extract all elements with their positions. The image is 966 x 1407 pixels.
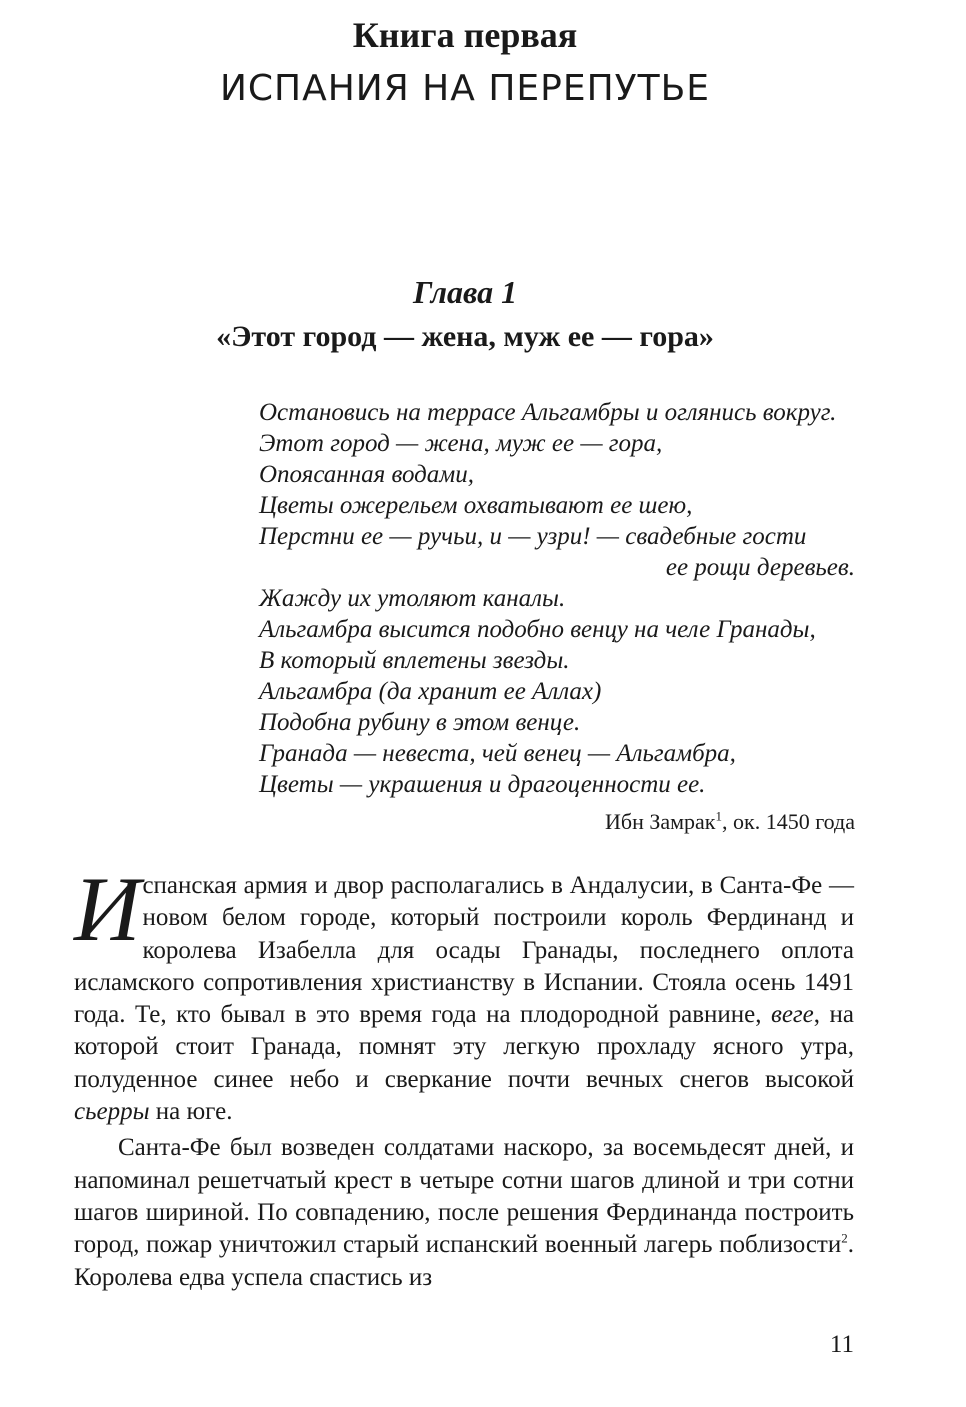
- epigraph-line: Опоясанная водами,: [259, 461, 475, 488]
- paragraph-text: спанская армия и двор располагались в Андалусии, в Санта-Фе — новом белом городе, который построили король Фердинанд и королева Изабелла для осады Гранады, последнего оплота исламского сопротивления христианству в Испании. Стояла осень 1491 года. Те, кто бывал в это время года на плодородной равнине,: [74, 872, 854, 1029]
- epigraph-line: Перстни ее — ручьи, и — узри! — свадебные гости: [259, 523, 807, 550]
- emphasis-term: веге: [770, 1001, 814, 1029]
- paragraph: [74, 1132, 854, 1293]
- epigraph-line: Гранада — невеста, чей венец — Альгамбра,: [259, 740, 736, 767]
- emphasis-term: сьерры: [74, 1098, 150, 1126]
- epigraph-line: Подобна рубину в этом венце.: [259, 709, 581, 736]
- paragraph-text: Санта-Фе был возведен солдатами наскоро, за восемьдесят дней, и напоминал решетчатый крест в четыре сотни шагов длиной и три сотни шагов шириной. По совпадению, после решения Фердинанда построить город, пожар уничтожил старый испанский военный лагерь поблизости: [74, 1134, 854, 1259]
- epigraph-line: Альгамбра (да хранит ее Аллах): [259, 678, 602, 705]
- epigraph-line: Этот город — жена, муж ее — гора,: [259, 430, 663, 457]
- epigraph-line: Цветы ожерельем охватывают ее шею,: [259, 492, 693, 519]
- footnote-ref[interactable]: 2: [841, 1230, 848, 1246]
- paragraph-text: на юге.: [149, 1098, 233, 1126]
- attribution-date: , ок. 1450 года: [722, 809, 855, 834]
- attribution-author: Ибн Замрак: [604, 809, 716, 834]
- epigraph-line: Альгамбра высится подобно венцу на челе Гранады,: [259, 616, 816, 643]
- paragraph-text: . Королева едва успела спастись из: [74, 1231, 854, 1291]
- epigraph-line: Остановись на террасе Альгамбры и оглянись вокруг.: [259, 399, 837, 426]
- epigraph-line: Цветы — украшения и драгоценности ее.: [259, 771, 706, 798]
- chapter-title: «Этот город — жена, муж ее — гора»: [216, 320, 714, 353]
- epigraph-line: В который вплетены звезды.: [259, 647, 570, 674]
- body-text: [74, 858, 854, 1294]
- epigraph-attribution: [259, 808, 855, 836]
- footnote-ref[interactable]: 1: [715, 808, 722, 824]
- paragraph-text: , на которой стоит Гранада, помнят эту легкую прохладу ясного утра, полуденное синее небо и сверкание почти вечных снегов высокой: [74, 1001, 854, 1093]
- drop-cap: И: [74, 858, 141, 960]
- epigraph-line: Жажду их утоляют каналы.: [259, 585, 566, 612]
- book-subtitle: ИСПАНИЯ НА ПЕРЕПУТЬЕ: [219, 68, 711, 109]
- paragraph: [74, 858, 854, 1128]
- epigraph: [259, 397, 855, 836]
- chapter-number: Глава 1: [412, 274, 518, 310]
- page-number: 11: [829, 1331, 854, 1358]
- epigraph-line-continuation: ее рощи деревьев.: [665, 554, 855, 581]
- book-title: Книга первая: [352, 15, 578, 55]
